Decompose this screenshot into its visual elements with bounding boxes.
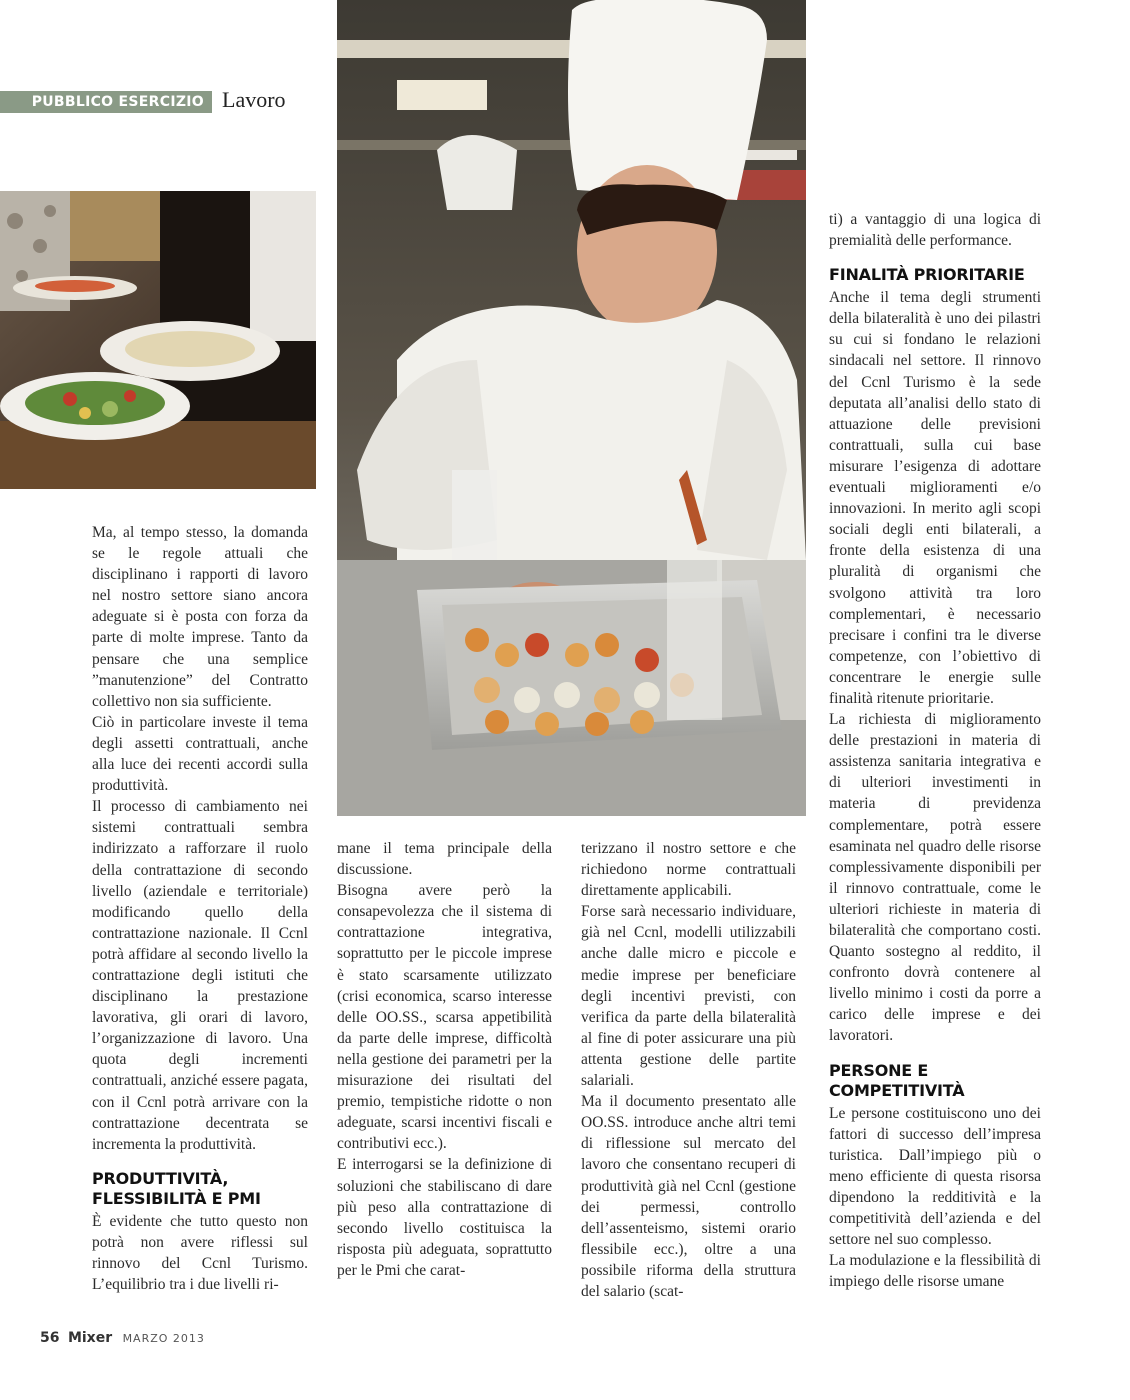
paragraph: È evidente che tutto questo non potrà non avere riflessi sul rinnovo del Ccnl Turismo. L’equilibrio tra i due livelli ri- xyxy=(92,1212,308,1294)
paragraph: Forse sarà necessario individuare, già nel Ccnl, modelli utilizzabili anche dalle micro e piccole e medie imprese per beneficiare degli incentivi previsti, con verifica da parte della bilateralità al fine di poter assicurare una più attenta gestione delle partite salariali. xyxy=(581,903,796,1090)
paragraph: ti) a vantaggio di una logica di premialità delle performance. xyxy=(829,211,1041,250)
paragraph: Le persone costituiscono uno dei fattori di successo dell’impresa turistica. Dall’impiego più o meno efficiente di questa risorsa dipendono la redditività e la competitività dell’azienda e del settore nel suo complesso. xyxy=(829,1104,1041,1249)
paragraph: Ciò in particolare investe il tema degli assetti contrattuali, anche alla luce dei recenti accordi sulla produttività. xyxy=(92,713,308,795)
chef-plating-appetizers-photo xyxy=(337,0,806,816)
paragraph: Bisogna avere però la consapevolezza che il sistema di contrattazione integrativa, soprattutto per le piccole imprese è stato scarsamente utilizzato (crisi economica, scarso interesse delle OO.SS., scarsa appetibilità da parte delle imprese, difficoltà nella gestione dei parametri per la misurazione dei risultati del premio, tempistiche ridotte o non adeguate, scarsi incentivi fiscali e contributivi ecc.). xyxy=(337,882,552,1153)
chef-plating-photo xyxy=(337,0,806,816)
section-tag: PUBBLICO ESERCIZIO xyxy=(0,91,212,113)
paragraph: terizzano il nostro settore e che richiedono norme contrattuali direttamente applicabili. xyxy=(581,840,796,900)
section-title: Lavoro xyxy=(222,87,286,112)
paragraph: E interrogarsi se la definizione di soluzioni che stabiliscano di dare più peso alla contrattazione di secondo livello costituisca la risposta più adeguata, soprattutto per le Pmi che carat- xyxy=(337,1156,552,1279)
waiter-serving-photo xyxy=(0,191,316,489)
text-column-2 xyxy=(337,838,552,1281)
paragraph: La richiesta di miglioramento delle prestazioni in materia di assistenza sanitaria integrativa e di ulteriori investimenti in materia di previdenza complementare, potrà essere esaminata nel quadro delle risorse complessivamente disponibili per il rinnovo contrattuale, come le ulteriori richieste in materia di bilateralità che comportano costi. Quanto sostegno al reddito, il confronto dovrà contenere al livello minimo i costi da porre a carico delle imprese e dei lavoratori. xyxy=(829,711,1041,1045)
paragraph: Ma il documento presentato alle OO.SS. introduce anche altri temi di riflessione sul mercato del lavoro che consentano recuperi di produttività già nel Ccnl (gestione dei permessi, controllo dell’assenteismo, sistemi orario flessibile ecc.), oltre a una possibile riforma della struttura del salario (scat- xyxy=(581,1093,796,1300)
issue-date: MARZO 2013 xyxy=(122,1332,205,1345)
text-column-4 xyxy=(829,209,1041,1292)
page-footer xyxy=(40,1330,205,1346)
paragraph: mane il tema principale della discussione. xyxy=(337,840,552,879)
magazine-name: Mixer xyxy=(67,1330,113,1346)
paragraph: Anche il tema degli strumenti della bilateralità è uno dei pilastri su cui si fondano le relazioni sindacali nel settore. Il rinnovo del Ccnl Turismo è la sede deputata all’analisi dello stato di attuazione delle previsioni contrattuali, sulla cui base misurare l’esigenza di adottare eventuali miglioramenti e/o innovazioni. In merito agli scopi sociali degli enti bilaterali, a fronte della esistenza di una pluralità di organismi che svolgono attività tra loro complementari, è necessario precisare i confini tra le diverse competenze, con l’obiettivo di concentrare le energie sulle finalità ritenute prioritarie. xyxy=(829,289,1041,707)
paragraph: Ma, al tempo stesso, la domanda se le regole attuali che disciplinano i rapporti di lavoro nel nostro settore siano ancora adeguate si è posta con forza da parte di molte imprese. Tanto da pensare che una semplice ”manutenzione” del Contratto collettivo non sia sufficiente. xyxy=(92,524,308,710)
paragraph: La modulazione e la flessibilità di impiego delle risorse umane xyxy=(829,1252,1041,1291)
text-column-1 xyxy=(92,522,308,1295)
section-heading: PERSONE E COMPETITIVITÀ xyxy=(829,1060,965,1100)
waiter-serving-plates-photo xyxy=(0,191,316,489)
section-heading: PRODUTTIVITÀ, FLESSIBILITÀ E PMI xyxy=(92,1168,261,1208)
section-heading: FINALITÀ PRIORITARIE xyxy=(829,265,1025,285)
page-number: 56 xyxy=(40,1330,60,1346)
text-column-3 xyxy=(581,838,796,1302)
paragraph: Il processo di cambiamento nei sistemi contrattuali sembra indirizzato a rafforzare il ruolo della contrattazione di secondo livello (aziendale e territoriale) modificando quello della contrattazione nazionale. Il Ccnl potrà affidare al secondo livello la contrattazione degli istituti che disciplinano la prestazione lavorativa, gli orari di lavoro, l’organizzazione di lavoro. Una quota degli incrementi contrattuali, anziché essere pagata, con il Ccnl potrà arrivare con la contrattazione decentrata se incrementa la produttività. xyxy=(92,798,308,1153)
